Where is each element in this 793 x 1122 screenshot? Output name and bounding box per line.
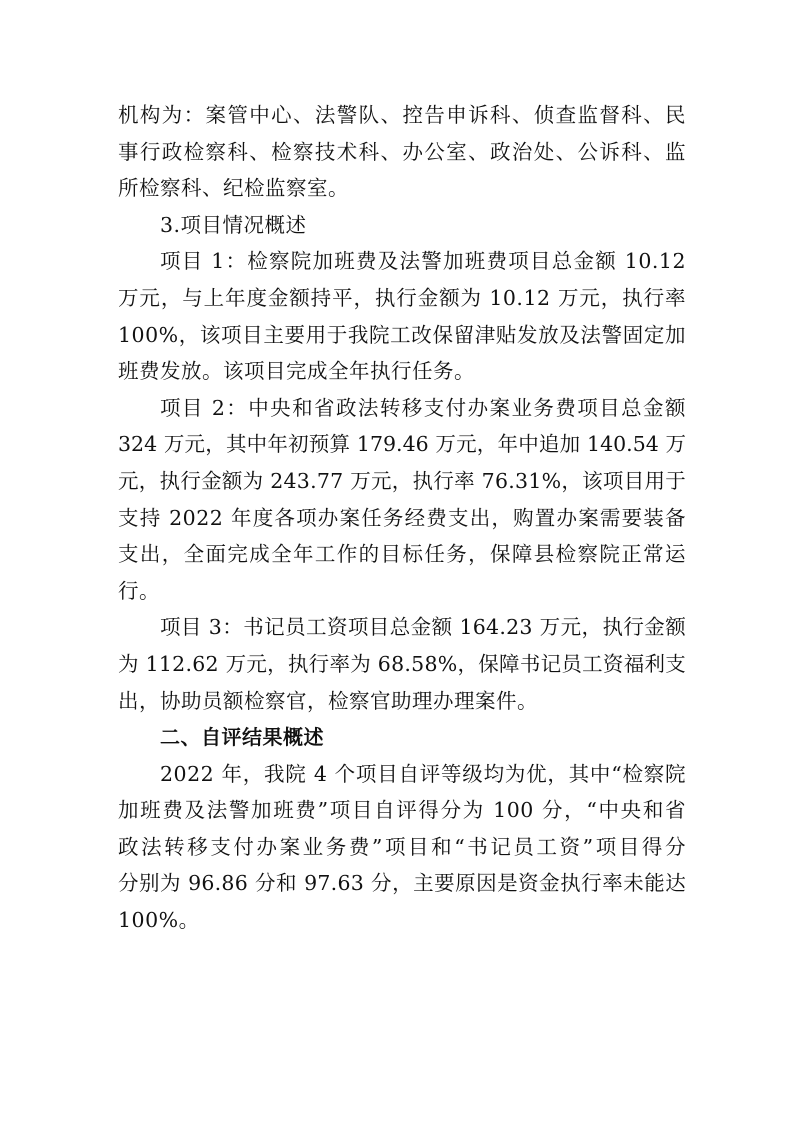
text-line: 政法转移支付办案业务费”项目和“书记员工资”项目得分 (118, 834, 686, 859)
text-line: 万元，与上年度金额持平，执行金额为 10.12 万元，执行率 (118, 285, 686, 310)
text-line: 分别为 96.86 分和 97.63 分，主要原因是资金执行率未能达 (118, 871, 686, 896)
text-line: 2022 年，我院 4 个项目自评等级均为优，其中“检察院 (160, 761, 686, 786)
section-subheading: 3.项目情况概述 (160, 212, 307, 237)
text-line: 项目 1：检察院加班费及法警加班费项目总金额 10.12 (160, 249, 686, 274)
text-line: 100%。 (118, 908, 200, 933)
text-line: 所检察科、纪检监察室。 (118, 176, 349, 201)
text-line: 行。 (118, 578, 160, 603)
text-line: 加班费及法警加班费”项目自评得分为 100 分，“中央和省 (118, 798, 686, 823)
text-line: 项目 3：书记员工资项目总金额 164.23 万元，执行金额 (160, 615, 686, 640)
text-line: 324 万元，其中年初预算 179.46 万元，年中追加 140.54 万 (118, 432, 686, 457)
text-line: 支出，全面完成全年工作的目标任务，保障县检察院正常运 (118, 542, 686, 567)
text-line: 班费发放。该项目完成全年执行任务。 (118, 359, 475, 384)
text-line: 元，执行金额为 243.77 万元，执行率 76.31%，该项目用于 (118, 468, 686, 493)
text-line: 项目 2：中央和省政法转移支付办案业务费项目总金额 (160, 395, 686, 420)
text-line: 事行政检察科、检察技术科、办公室、政治处、公诉科、监 (118, 139, 686, 164)
text-line: 出，协助员额检察官，检察官助理办理案件。 (118, 688, 538, 713)
text-line: 支持 2022 年度各项办案任务经费支出，购置办案需要装备 (118, 505, 686, 530)
text-line: 机构为：案管中心、法警队、控告申诉科、侦查监督科、民 (118, 103, 686, 127)
text-line: 为 112.62 万元，执行率为 68.58%，保障书记员工资福利支 (118, 651, 686, 676)
document-page (118, 97, 686, 939)
text-line: 100%，该项目主要用于我院工改保留津贴发放及法警固定加 (118, 322, 686, 347)
section-heading: 二、自评结果概述 (160, 725, 324, 750)
